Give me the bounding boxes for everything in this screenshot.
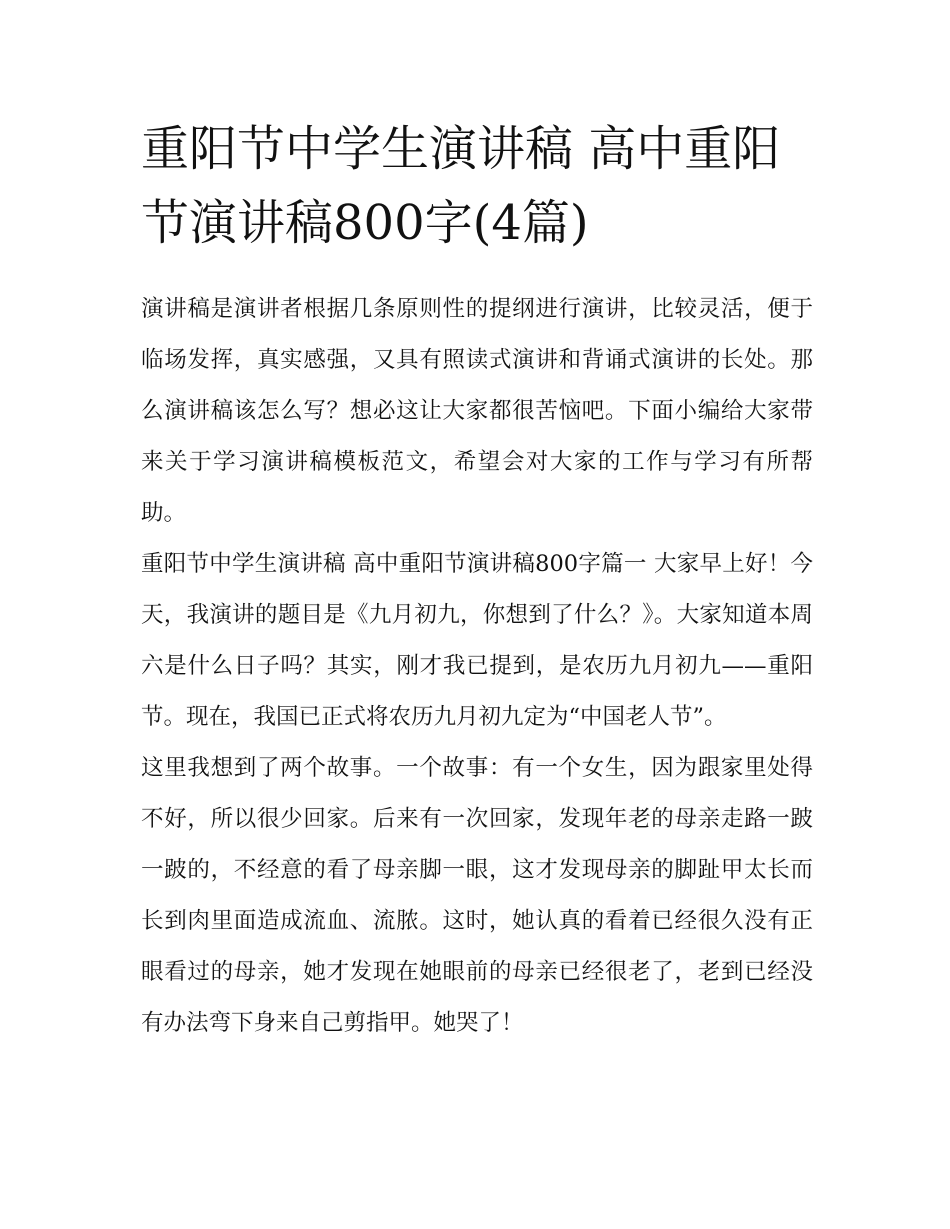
paragraph-speech-one: 重阳节中学生演讲稿 高中重阳节演讲稿800字篇一 大家早上好！今天，我演讲的题目是《九月初九，你想到了什么？》。大家知道本周六是什么日子吗？其实，刚才我已提到，是农历九月初九——重阳节。现在，我国已正式将农历九月初九定为“中国老人节”。 (141, 551, 813, 730)
document-body (141, 284, 813, 1049)
document-page (141, 112, 813, 1049)
paragraph-intro: 演讲稿是演讲者根据几条原则性的提纲进行演讲，比较灵活，便于临场发挥，真实感强，又具有照读式演讲和背诵式演讲的长处。那么演讲稿该怎么写？想必这让大家都很苦恼吧。下面小编给大家带来关于学习演讲稿模板范文，希望会对大家的工作与学习有所帮助。 (141, 296, 813, 526)
paragraph-story: 这里我想到了两个故事。一个故事：有一个女生，因为跟家里处得不好，所以很少回家。后来有一次回家，发现年老的母亲走路一跛一跛的，不经意的看了母亲脚一眼，这才发现母亲的脚趾甲太长而长到肉里面造成流血、流脓。这时，她认真的看着已经很久没有正眼看过的母亲，她才发现在她眼前的母亲已经很老了，老到已经没有办法弯下身来自己剪指甲。她哭了！ (141, 755, 813, 1036)
document-title: 重阳节中学生演讲稿 高中重阳节演讲稿800字(4篇) (141, 121, 781, 251)
